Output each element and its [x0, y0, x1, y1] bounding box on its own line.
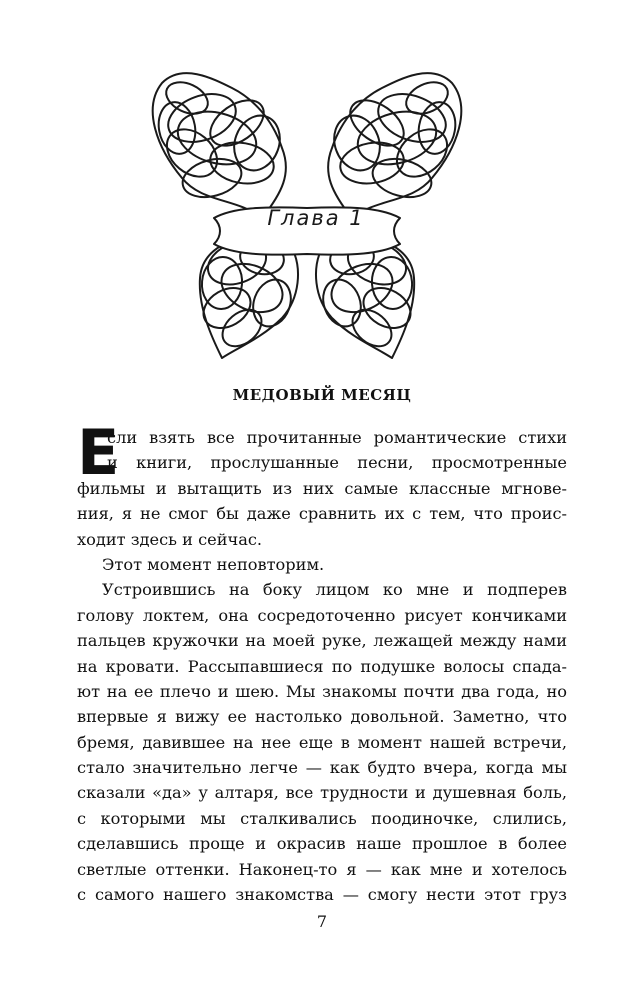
chapter-title: МЕДОВЫЙ МЕСЯЦ	[232, 386, 412, 404]
text-line: ходит здесь и сейчас.	[77, 529, 263, 549]
text-line: фильмы и вытащить из них самые классные мгнове-	[77, 478, 567, 498]
text-line: бремя, давившее на нее еще в момент нашей встречи,	[77, 732, 567, 752]
drop-cap: Е	[77, 416, 120, 489]
text-line: ют на ее плечо и шею. Мы знакомы почти два года, но	[77, 681, 567, 701]
body-text	[77, 416, 567, 907]
text-line: ния, я не смог бы даже сравнить их с тем, что проис-	[77, 504, 567, 524]
text-line: с которыми мы сталкивались поодиночке, слились,	[77, 808, 567, 828]
text-line: впервые я вижу ее настолько довольной. Заметно, что	[77, 707, 567, 727]
text-line: сказали «да» у алтаря, все трудности и душевная боль,	[77, 783, 567, 803]
text-line: и книги, прослушанные песни, просмотренные	[107, 453, 567, 473]
text-line: светлые оттенки. Наконец-то я — как мне и хотелось	[77, 859, 567, 879]
text-line: Устроившись на боку лицом ко мне и подперев	[102, 580, 567, 600]
chapter-label: Глава 1	[267, 206, 365, 230]
text-line: пальцев кружочки на моей руке, лежащей между нами	[77, 631, 567, 651]
text-line: с самого нашего знакомства — смогу нести этот груз	[77, 885, 567, 905]
text-line: стало значительно легче — как будто вчера, когда мы	[77, 758, 567, 778]
page-number: 7	[316, 912, 328, 931]
text-line: на кровати. Рассыпавшиеся по подушке волосы спада-	[77, 656, 567, 676]
text-line: сделавшись проще и окрасив наше прошлое в более	[77, 834, 567, 854]
text-line: голову локтем, она сосредоточенно рисует кончиками	[77, 605, 567, 625]
text-line: Этот момент неповторим.	[102, 554, 325, 574]
text-line: сли взять все прочитанные романтические стихи	[107, 428, 567, 447]
